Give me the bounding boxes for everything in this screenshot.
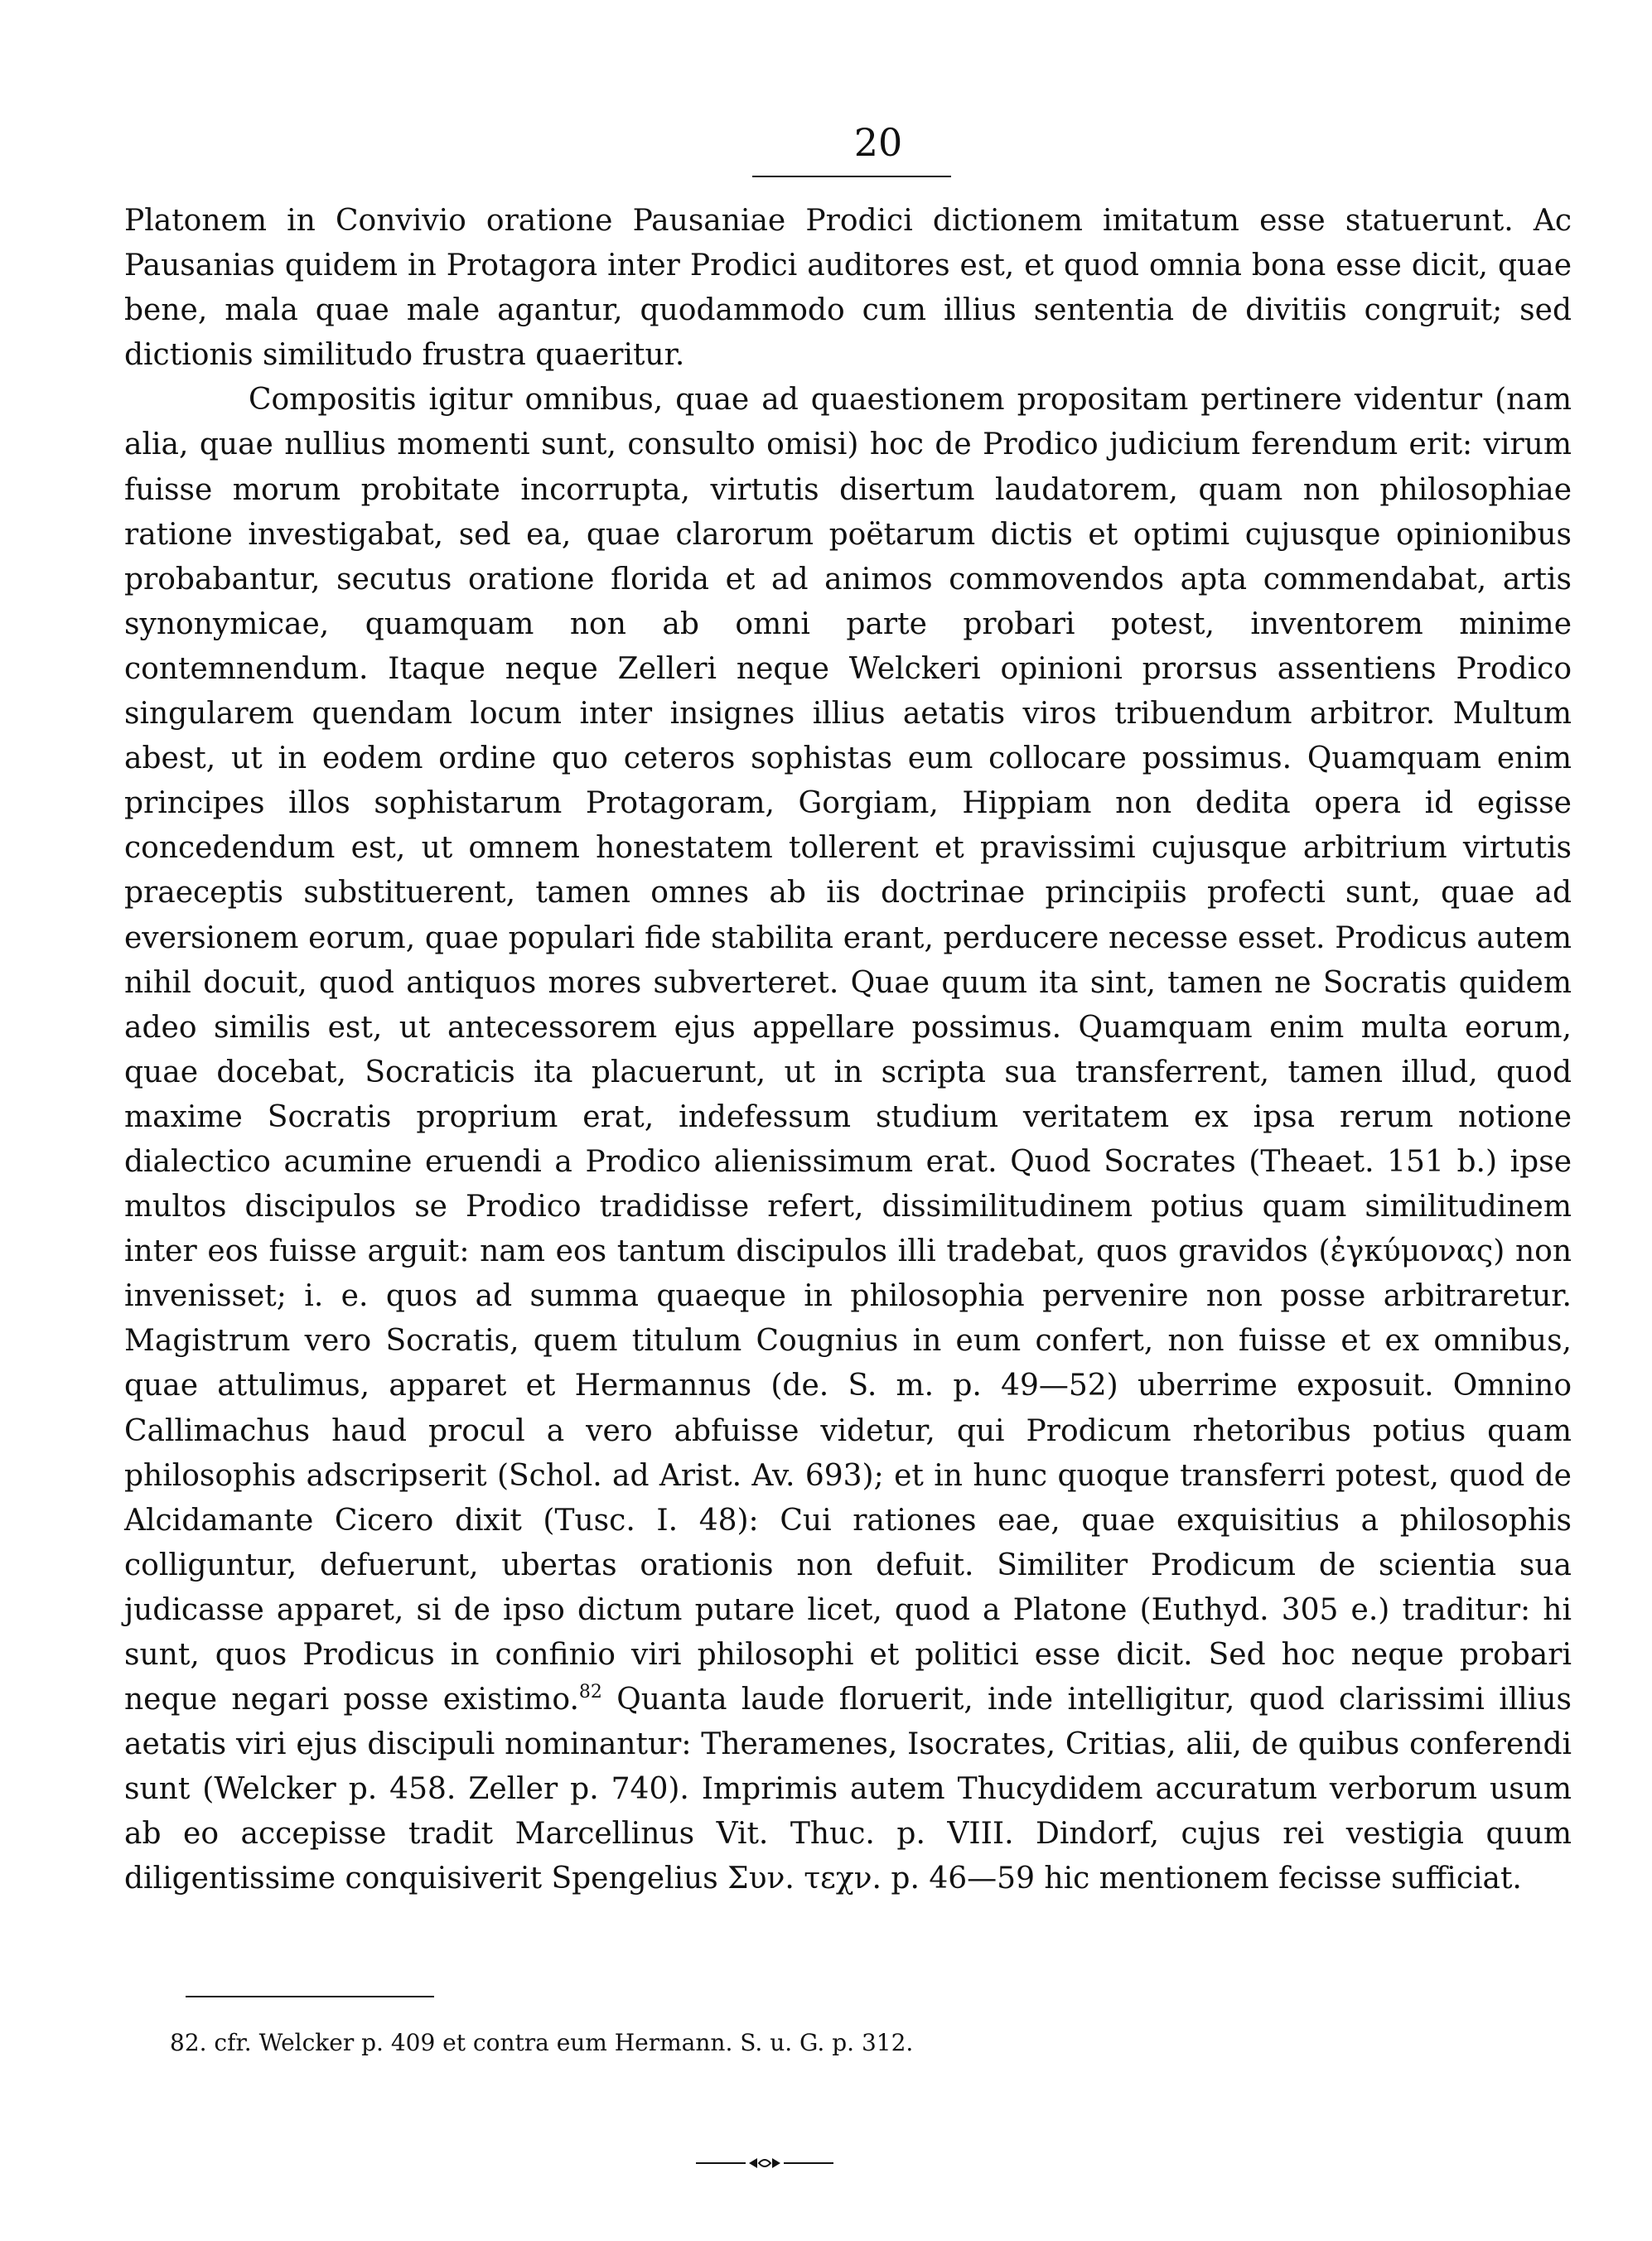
footnote-marker: 82 — [578, 1682, 602, 1703]
paragraph-2-text-a: Compositis igitur omnibus, quae ad quaestionem propositam pertinere videntur (nam alia, quae nullius momenti sunt, consulto omisi) hoc de Prodico judicium ferendum erit: virum fuisse morum probitate incorrupta, virtutis disertum laudatorem, quam non philosophiae ratione investigabat, sed ea, quae clarorum poëtarum dictis et optimi cujusque opinionibus probabantur, secutus oratione florida et ad animos commovendos apta commendabat, artis synonymicae, quamquam non ab omni parte probari potest, inventorem minime contemnendum. Itaque neque Zelleri neque Welckeri opinioni prorsus assentiens Prodico singularem quendam locum inter insignes illius aetatis viros tribuendum arbitror. Multum abest, ut in eodem ordine quo ceteros sophistas eum collocare possimus. Quamquam enim principes illos sophistarum Protagoram, Gorgiam, Hippiam non dedita opera id egisse concedendum est, ut omnem honestatem tollerent et pravissimi cujusque arbitrium virtutis praeceptis substituerent, tamen omnes ab iis doctrinae principiis profecti sunt, quae ad eversionem eorum, quae populari fide stabilita erant, perducere necesse esset. Prodicus autem nihil docuit, quod antiquos mores subverteret. Quae quum ita sint, tamen ne Socratis quidem adeo similis est, ut antecessorem ejus appellare possimus. Quamquam enim multa eorum, quae docebat, Socraticis ita placuerunt, ut in scripta sua transferrent, tamen illud, quod maxime Socratis proprium erat, indefessum studium veritatem ex ipsa rerum notione dialectico acumine eruendi a Prodico alienissimum erat. Quod Socrates (Theaet. 151 b.) ipse multos discipulos se Prodico tradidisse refert, dissimilitudinem potius quam similitudinem inter eos fuisse arguit: nam eos tantum discipulos illi tradebat, quos gravidos (ἐγκύμονας) non invenisset; i. e. quos ad summa quaeque in philosophia pervenire non posse arbitraretur. Magistrum vero Socratis, quem titulum Cougnius in eum confert, non fuisse et ex omnibus, quae attulimus, apparet et Hermannus (de. S. m. p. 49—52) uberrime exposuit. Omnino Callimachus haud procul a vero abfuisse videtur, qui Prodicum rhetoribus potius quam philosophis adscripserit (Schol. ad Arist. Av. 693); et in hunc quoque transferri potest, quod de Alcidamante Cicero dixit (Tusc. I. 48): Cui rationes eae, quae exquisitius a philosophis colliguntur, defuerunt, ubertas orationis non defuit. Similiter Prodicum de scientia sua judicasse apparet, si de ipso dictum putare licet, quod a Platone (Euthyd. 305 e.) traditur: hi sunt, quos Prodicus in confinio viri philosophi et politici esse dicit. Sed hoc neque probari neque negari posse existimo. — [124, 383, 1572, 1717]
body-text — [124, 199, 1572, 1902]
paragraph-2-text-b: Quanta laude floruerit, inde intelligitur, quod clarissimi illius aetatis viri ejus discipuli nominantur: Theramenes, Isocrates, Critias, alii, de quibus conferendi sunt (Welcker p. 458. Zeller p. 740). Imprimis autem Thucydidem accuratum verborum usum ab eo accepisse tradit Marcellinus Vit. Thuc. p. VIII. Dindorf, cujus rei vestigia quum diligentissime conquisiverit Spengelius Συν. τεχν. p. 46—59 hic mentionem fecisse sufficiat. — [124, 1683, 1572, 1896]
footnote-rule — [186, 1996, 434, 1997]
paragraph-2 — [124, 378, 1572, 1901]
page-number: 20 — [853, 120, 903, 165]
footnote: 82. cfr. Welcker p. 409 et contra eum Hermann. S. u. G. p. 312. — [170, 2029, 914, 2056]
header-rule — [752, 176, 951, 177]
paragraph-1: Platonem in Convivio oratione Pausaniae Prodici dictionem imitatum esse statuerunt. Ac Pausanias quidem in Protagora inter Prodici auditores est, et quod omnia bona esse dicit, quae bene, mala quae male agantur, quodammodo cum illius sententia de divitiis congruit; sed dictionis similitudo frustra quaeritur. — [124, 204, 1572, 373]
end-ornament-icon — [694, 2155, 835, 2171]
